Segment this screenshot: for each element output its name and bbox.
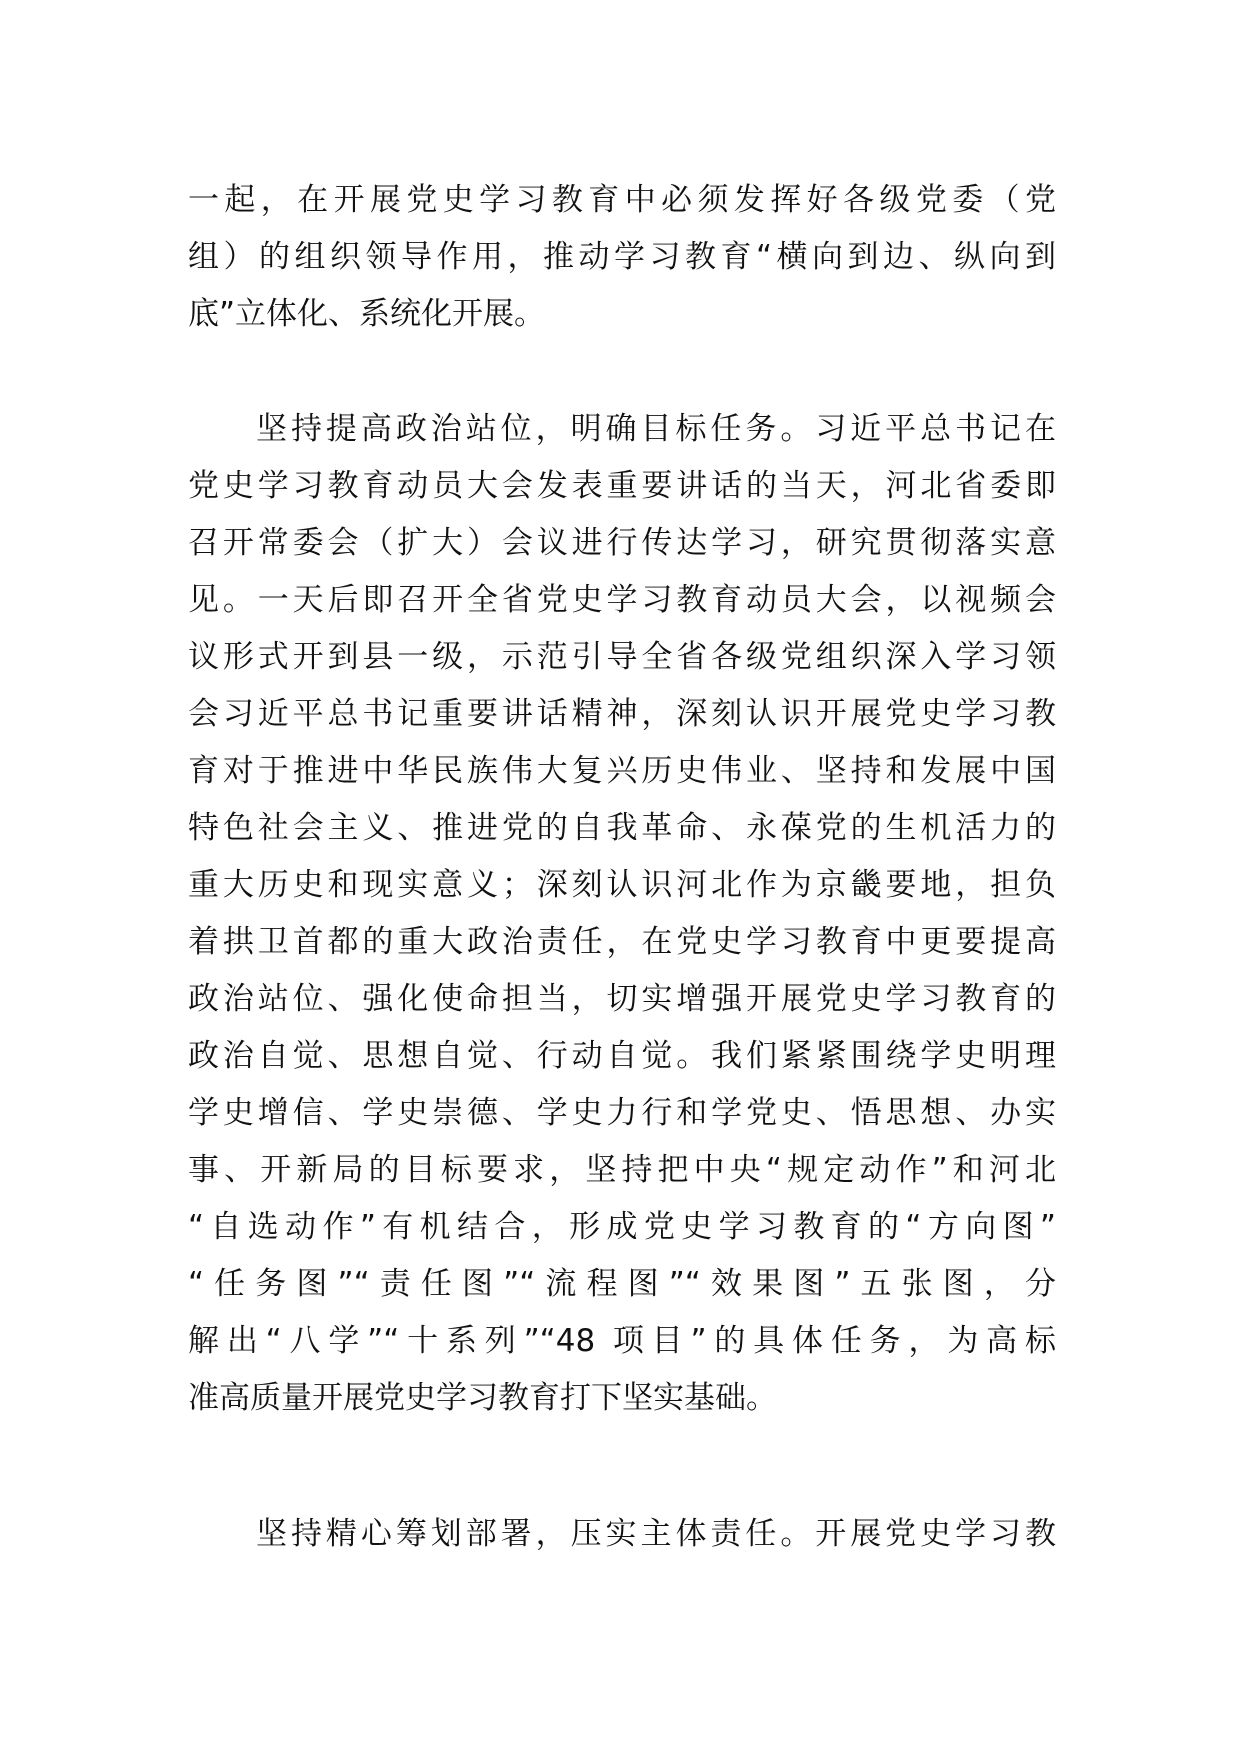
text-line: “自选动作”有机结合，形成党史学习教育的“方向图” <box>188 1209 1056 1245</box>
text-line: “任务图”“责任图”“流程图”“效果图”五张图，分 <box>188 1266 1056 1302</box>
text-line: 一起，在开展党史学习教育中必须发挥好各级党委（党 <box>188 182 1056 218</box>
text-line: 事、开新局的目标要求，坚持把中央“规定动作”和河北 <box>188 1152 1056 1188</box>
paragraph-1 <box>188 172 1056 343</box>
text-line: 党史学习教育动员大会发表重要讲话的当天，河北省委即 <box>188 468 1056 504</box>
paragraph-3 <box>188 1506 1056 1563</box>
text-line: 坚持精心筹划部署，压实主体责任。开展党史学习教 <box>256 1516 1056 1552</box>
text-line: 会习近平总书记重要讲话精神，深刻认识开展党史学习教 <box>188 696 1056 732</box>
text-line: 政治站位、强化使命担当，切实增强开展党史学习教育的 <box>188 981 1056 1017</box>
text-line: 召开常委会（扩大）会议进行传达学习，研究贯彻落实意 <box>188 525 1056 561</box>
text-line: 解出“八学”“十系列”“48 项目”的具体任务，为高标 <box>188 1323 1056 1359</box>
text-line: 准高质量开展党史学习教育打下坚实基础。 <box>188 1380 777 1416</box>
text-line: 坚持提高政治站位，明确目标任务。习近平总书记在 <box>256 411 1056 447</box>
text-line: 着拱卫首都的重大政治责任，在党史学习教育中更要提高 <box>188 924 1056 960</box>
paragraph-2 <box>188 401 1056 1427</box>
text-line: 议形式开到县一级，示范引导全省各级党组织深入学习领 <box>188 639 1056 675</box>
text-line: 育对于推进中华民族伟大复兴历史伟业、坚持和发展中国 <box>188 753 1056 789</box>
text-line: 重大历史和现实意义；深刻认识河北作为京畿要地，担负 <box>188 867 1056 903</box>
text-line: 特色社会主义、推进党的自我革命、永葆党的生机活力的 <box>188 810 1056 846</box>
text-line: 政治自觉、思想自觉、行动自觉。我们紧紧围绕学史明理 <box>188 1038 1056 1074</box>
text-line: 学史增信、学史崇德、学史力行和学党史、悟思想、办实 <box>188 1095 1056 1131</box>
text-line: 底”立体化、系统化开展。 <box>188 296 546 332</box>
text-line: 组）的组织领导作用，推动学习教育“横向到边、纵向到 <box>188 239 1056 275</box>
text-line: 见。一天后即召开全省党史学习教育动员大会，以视频会 <box>188 582 1056 618</box>
